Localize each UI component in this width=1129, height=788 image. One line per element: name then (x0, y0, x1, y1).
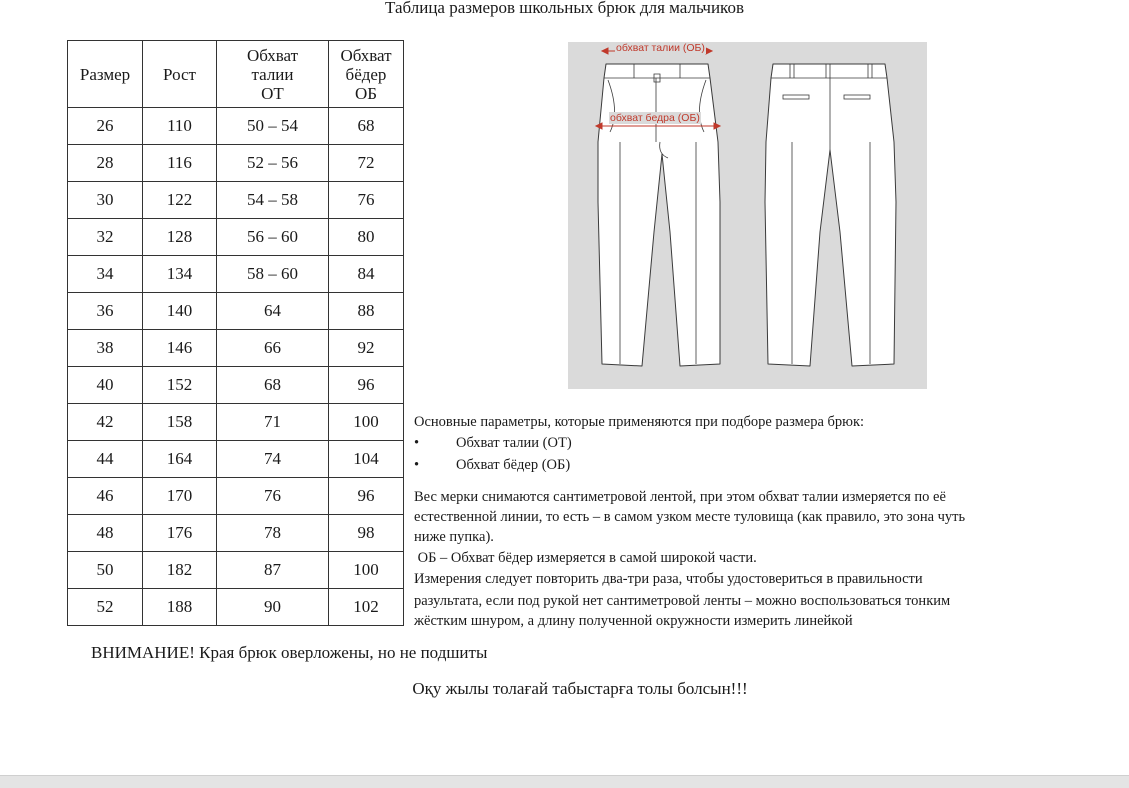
params-intro: Основные параметры, которые применяются при подборе размера брюк: (414, 414, 865, 430)
table-row (68, 293, 404, 330)
instructions-line: ниже пупка). (414, 529, 494, 545)
cell-hips: 98 (329, 515, 404, 552)
bullet-text: Обхват бёдер (ОБ) (456, 457, 571, 473)
table-row (68, 478, 404, 515)
cell-hips: 96 (329, 367, 404, 404)
cell-waist: 74 (217, 441, 329, 478)
table-row (68, 182, 404, 219)
header-waist: Обхват талии ОТ (217, 41, 329, 108)
cell-hips: 104 (329, 441, 404, 478)
header-hips: Обхват бёдер ОБ (329, 41, 404, 108)
cell-height: 128 (143, 219, 217, 256)
cell-height: 152 (143, 367, 217, 404)
table-row (68, 404, 404, 441)
cell-height: 176 (143, 515, 217, 552)
cell-height: 140 (143, 293, 217, 330)
trousers-figure (568, 42, 927, 389)
cell-waist: 68 (217, 367, 329, 404)
table-header-row (68, 41, 404, 108)
waist-measure-label: обхват талии (ОБ) (616, 42, 705, 54)
cell-size: 34 (68, 256, 143, 293)
cell-hips: 102 (329, 589, 404, 626)
table-row (68, 367, 404, 404)
cell-waist: 52 – 56 (217, 145, 329, 182)
cell-hips: 76 (329, 182, 404, 219)
cell-size: 52 (68, 589, 143, 626)
bullet-text: Обхват талии (ОТ) (456, 435, 572, 451)
cell-waist: 66 (217, 330, 329, 367)
cell-waist: 56 – 60 (217, 219, 329, 256)
instructions-line: естественной линии, то есть – в самом узком месте туловища (как правило, это зона чуть (414, 509, 966, 525)
cell-height: 158 (143, 404, 217, 441)
table-row (68, 256, 404, 293)
cell-size: 44 (68, 441, 143, 478)
cell-waist: 78 (217, 515, 329, 552)
header-height: Рост (143, 41, 217, 108)
cell-size: 50 (68, 552, 143, 589)
cell-size: 36 (68, 293, 143, 330)
trousers-drawing (568, 42, 927, 389)
instructions-line: разультата, если под рукой нет сантиметровой ленты – можно воспользоваться тонким (414, 593, 951, 609)
cell-height: 164 (143, 441, 217, 478)
cell-hips: 100 (329, 552, 404, 589)
cell-size: 28 (68, 145, 143, 182)
cell-hips: 92 (329, 330, 404, 367)
cell-hips: 84 (329, 256, 404, 293)
cell-waist: 64 (217, 293, 329, 330)
size-table (67, 40, 404, 626)
page-title: Таблица размеров школьных брюк для мальчиков (385, 0, 744, 17)
cell-size: 26 (68, 108, 143, 145)
cell-hips: 72 (329, 145, 404, 182)
table-row (68, 441, 404, 478)
cell-height: 116 (143, 145, 217, 182)
bottom-scroll-bar (0, 775, 1129, 788)
cell-waist: 50 – 54 (217, 108, 329, 145)
cell-hips: 100 (329, 404, 404, 441)
cell-hips: 68 (329, 108, 404, 145)
cell-hips: 96 (329, 478, 404, 515)
cell-size: 38 (68, 330, 143, 367)
cell-height: 122 (143, 182, 217, 219)
table-row (68, 219, 404, 256)
header-size: Размер (68, 41, 143, 108)
instructions-line: ОБ – Обхват бёдер измеряется в самой широкой части. (414, 550, 757, 566)
table-row (68, 330, 404, 367)
cell-size: 32 (68, 219, 143, 256)
cell-height: 170 (143, 478, 217, 515)
instructions-line: Вес мерки снимаются сантиметровой лентой, при этом обхват талии измеряется по её (414, 489, 946, 505)
cell-height: 188 (143, 589, 217, 626)
instructions-line: жёстким шнуром, а длину полученной окружности измерить линейкой (414, 613, 853, 629)
cell-size: 42 (68, 404, 143, 441)
cell-waist: 54 – 58 (217, 182, 329, 219)
warning-note: ВНИМАНИЕ! Края брюк оверложены, но не подшиты (91, 643, 488, 662)
table-row (68, 515, 404, 552)
table-row (68, 145, 404, 182)
cell-height: 134 (143, 256, 217, 293)
cell-waist: 71 (217, 404, 329, 441)
table-row (68, 589, 404, 626)
table-row (68, 552, 404, 589)
wish-text: Оқу жылы толағай табыстарға толы болсын!!! (412, 679, 748, 698)
cell-waist: 90 (217, 589, 329, 626)
cell-height: 110 (143, 108, 217, 145)
cell-size: 48 (68, 515, 143, 552)
cell-waist: 87 (217, 552, 329, 589)
bullet-dot: • (414, 435, 420, 451)
hip-measure-label: обхват бедра (ОБ) (610, 112, 700, 124)
cell-height: 182 (143, 552, 217, 589)
cell-height: 146 (143, 330, 217, 367)
bullet-dot: • (414, 457, 420, 473)
table-row (68, 108, 404, 145)
cell-size: 46 (68, 478, 143, 515)
cell-waist: 58 – 60 (217, 256, 329, 293)
cell-size: 40 (68, 367, 143, 404)
cell-waist: 76 (217, 478, 329, 515)
cell-hips: 88 (329, 293, 404, 330)
instructions-line: Измерения следует повторить два-три раза, чтобы удостовериться в правильности (414, 571, 923, 587)
cell-hips: 80 (329, 219, 404, 256)
cell-size: 30 (68, 182, 143, 219)
